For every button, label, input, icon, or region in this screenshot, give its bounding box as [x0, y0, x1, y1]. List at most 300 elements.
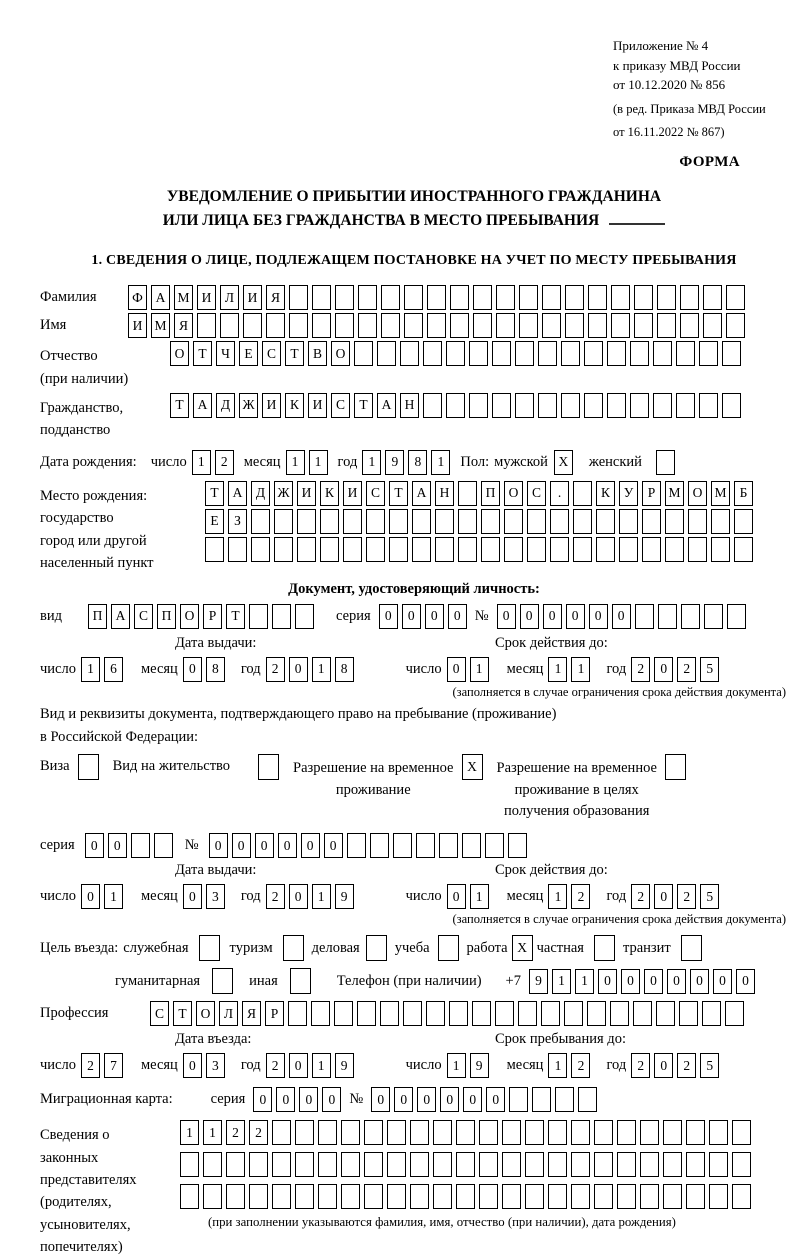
char-box[interactable] [249, 604, 268, 629]
char-box[interactable] [676, 393, 695, 418]
char-box[interactable]: 8 [335, 657, 354, 682]
char-box[interactable] [722, 393, 741, 418]
char-box[interactable]: Ж [274, 481, 293, 506]
char-box[interactable]: О [504, 481, 523, 506]
char-box[interactable] [433, 1152, 452, 1177]
char-box[interactable]: 0 [322, 1087, 341, 1112]
char-box[interactable] [711, 537, 730, 562]
char-box[interactable] [318, 1184, 337, 1209]
char-box[interactable]: И [197, 285, 216, 310]
char-box[interactable] [617, 1120, 636, 1145]
char-box[interactable] [272, 1184, 291, 1209]
char-box[interactable] [519, 285, 538, 310]
char-box[interactable]: 0 [209, 833, 228, 858]
char-box[interactable] [508, 833, 527, 858]
char-box[interactable] [725, 1001, 744, 1026]
char-box[interactable] [686, 1152, 705, 1177]
char-box[interactable]: 0 [497, 604, 516, 629]
char-box[interactable]: 0 [598, 969, 617, 994]
char-box[interactable] [642, 509, 661, 534]
char-box[interactable] [343, 509, 362, 534]
char-box[interactable]: 1 [362, 450, 381, 475]
char-box[interactable] [226, 1152, 245, 1177]
char-box[interactable]: О [170, 341, 189, 366]
char-box[interactable] [527, 537, 546, 562]
char-box[interactable] [573, 537, 592, 562]
char-box[interactable] [289, 313, 308, 338]
char-box[interactable]: Д [216, 393, 235, 418]
char-box[interactable] [532, 1087, 551, 1112]
char-box[interactable] [423, 341, 442, 366]
char-box[interactable] [479, 1152, 498, 1177]
char-box[interactable] [381, 285, 400, 310]
char-box[interactable]: Я [174, 313, 193, 338]
char-box[interactable]: 1 [312, 884, 331, 909]
char-box[interactable] [657, 285, 676, 310]
char-box[interactable]: Л [219, 1001, 238, 1026]
char-box[interactable] [312, 313, 331, 338]
char-box[interactable] [199, 935, 220, 961]
char-box[interactable]: Н [435, 481, 454, 506]
char-box[interactable]: М [151, 313, 170, 338]
char-box[interactable] [709, 1120, 728, 1145]
char-box[interactable] [571, 1152, 590, 1177]
char-box[interactable] [389, 537, 408, 562]
char-box[interactable] [243, 313, 262, 338]
char-box[interactable]: 2 [249, 1120, 268, 1145]
char-box[interactable] [680, 313, 699, 338]
char-box[interactable] [584, 393, 603, 418]
char-box[interactable]: 0 [440, 1087, 459, 1112]
char-box[interactable]: О [331, 341, 350, 366]
char-box[interactable] [410, 1152, 429, 1177]
char-box[interactable] [496, 285, 515, 310]
char-box[interactable]: 7 [104, 1053, 123, 1078]
char-box[interactable] [734, 509, 753, 534]
char-box[interactable]: 0 [289, 884, 308, 909]
char-box[interactable] [366, 935, 387, 961]
char-box[interactable] [274, 537, 293, 562]
char-box[interactable] [389, 509, 408, 534]
char-box[interactable]: 2 [677, 884, 696, 909]
char-box[interactable] [272, 1152, 291, 1177]
char-box[interactable] [366, 537, 385, 562]
char-box[interactable] [78, 754, 99, 780]
char-box[interactable]: 5 [700, 884, 719, 909]
char-box[interactable] [504, 537, 523, 562]
char-box[interactable] [541, 1001, 560, 1026]
char-box[interactable] [212, 968, 233, 994]
char-box[interactable]: 0 [621, 969, 640, 994]
char-box[interactable]: 3 [206, 1053, 225, 1078]
char-box[interactable]: 0 [654, 1053, 673, 1078]
char-box[interactable] [550, 537, 569, 562]
char-box[interactable] [658, 604, 677, 629]
char-box[interactable] [663, 1184, 682, 1209]
char-box[interactable] [295, 1152, 314, 1177]
char-box[interactable] [630, 341, 649, 366]
char-box[interactable]: Р [642, 481, 661, 506]
char-box[interactable] [458, 537, 477, 562]
char-box[interactable]: П [88, 604, 107, 629]
char-box[interactable] [619, 537, 638, 562]
char-box[interactable]: 0 [299, 1087, 318, 1112]
char-box[interactable] [681, 604, 700, 629]
char-box[interactable] [640, 1120, 659, 1145]
char-box[interactable]: 1 [447, 1053, 466, 1078]
char-box[interactable]: 0 [276, 1087, 295, 1112]
char-box[interactable] [587, 1001, 606, 1026]
char-box[interactable] [364, 1152, 383, 1177]
char-box[interactable] [251, 509, 270, 534]
char-box[interactable]: П [481, 481, 500, 506]
char-box[interactable]: И [297, 481, 316, 506]
char-box[interactable]: О [688, 481, 707, 506]
char-box[interactable] [504, 509, 523, 534]
char-box[interactable]: 2 [266, 884, 285, 909]
char-box[interactable]: 0 [543, 604, 562, 629]
char-box[interactable] [226, 1184, 245, 1209]
char-box[interactable]: 0 [520, 604, 539, 629]
char-box[interactable]: И [343, 481, 362, 506]
char-box[interactable] [400, 341, 419, 366]
char-box[interactable] [726, 313, 745, 338]
char-box[interactable] [525, 1120, 544, 1145]
char-box[interactable] [610, 1001, 629, 1026]
char-box[interactable] [561, 393, 580, 418]
char-box[interactable]: 5 [700, 657, 719, 682]
char-box[interactable]: X [462, 754, 483, 780]
char-box[interactable] [663, 1120, 682, 1145]
char-box[interactable] [732, 1184, 751, 1209]
char-box[interactable]: 0 [183, 657, 202, 682]
char-box[interactable]: М [174, 285, 193, 310]
char-box[interactable] [495, 1001, 514, 1026]
char-box[interactable] [688, 509, 707, 534]
char-box[interactable]: Я [242, 1001, 261, 1026]
char-box[interactable]: 0 [183, 1053, 202, 1078]
char-box[interactable] [472, 1001, 491, 1026]
char-box[interactable] [571, 1120, 590, 1145]
char-box[interactable] [564, 1001, 583, 1026]
char-box[interactable] [387, 1184, 406, 1209]
char-box[interactable] [665, 754, 686, 780]
char-box[interactable] [450, 285, 469, 310]
char-box[interactable] [481, 509, 500, 534]
char-box[interactable] [446, 341, 465, 366]
char-box[interactable] [676, 341, 695, 366]
char-box[interactable]: 2 [226, 1120, 245, 1145]
char-box[interactable] [412, 537, 431, 562]
char-box[interactable] [381, 313, 400, 338]
char-box[interactable] [657, 313, 676, 338]
char-box[interactable]: 0 [255, 833, 274, 858]
char-box[interactable]: А [377, 393, 396, 418]
char-box[interactable]: 1 [309, 450, 328, 475]
char-box[interactable] [249, 1184, 268, 1209]
char-box[interactable]: К [285, 393, 304, 418]
char-box[interactable] [548, 1184, 567, 1209]
char-box[interactable]: 8 [206, 657, 225, 682]
char-box[interactable]: Е [239, 341, 258, 366]
char-box[interactable]: 2 [215, 450, 234, 475]
char-box[interactable]: 1 [286, 450, 305, 475]
char-box[interactable] [502, 1152, 521, 1177]
char-box[interactable]: 1 [312, 657, 331, 682]
char-box[interactable] [548, 1152, 567, 1177]
char-box[interactable]: 0 [448, 604, 467, 629]
char-box[interactable]: 1 [180, 1120, 199, 1145]
char-box[interactable] [722, 341, 741, 366]
char-box[interactable] [180, 1184, 199, 1209]
char-box[interactable] [555, 1087, 574, 1112]
char-box[interactable] [288, 1001, 307, 1026]
char-box[interactable]: 0 [612, 604, 631, 629]
char-box[interactable] [573, 509, 592, 534]
char-box[interactable] [518, 1001, 537, 1026]
char-box[interactable]: К [596, 481, 615, 506]
char-box[interactable]: 0 [690, 969, 709, 994]
char-box[interactable] [515, 393, 534, 418]
char-box[interactable] [320, 537, 339, 562]
char-box[interactable]: О [180, 604, 199, 629]
char-box[interactable] [640, 1184, 659, 1209]
char-box[interactable] [435, 509, 454, 534]
char-box[interactable] [699, 341, 718, 366]
char-box[interactable] [607, 393, 626, 418]
char-box[interactable]: 2 [677, 1053, 696, 1078]
char-box[interactable] [527, 509, 546, 534]
char-box[interactable]: 2 [677, 657, 696, 682]
char-box[interactable] [571, 1184, 590, 1209]
char-box[interactable] [180, 1152, 199, 1177]
char-box[interactable] [726, 285, 745, 310]
char-box[interactable] [619, 509, 638, 534]
char-box[interactable]: И [262, 393, 281, 418]
char-box[interactable] [456, 1152, 475, 1177]
char-box[interactable] [665, 537, 684, 562]
char-box[interactable] [393, 833, 412, 858]
char-box[interactable]: Б [734, 481, 753, 506]
char-box[interactable]: 0 [85, 833, 104, 858]
char-box[interactable]: 1 [312, 1053, 331, 1078]
char-box[interactable] [197, 313, 216, 338]
char-box[interactable] [311, 1001, 330, 1026]
char-box[interactable]: 2 [266, 1053, 285, 1078]
char-box[interactable] [335, 285, 354, 310]
char-box[interactable] [584, 341, 603, 366]
char-box[interactable] [596, 509, 615, 534]
char-box[interactable] [380, 1001, 399, 1026]
char-box[interactable]: Т [173, 1001, 192, 1026]
char-box[interactable] [663, 1152, 682, 1177]
char-box[interactable] [341, 1152, 360, 1177]
char-box[interactable]: 1 [203, 1120, 222, 1145]
char-box[interactable] [542, 313, 561, 338]
char-box[interactable] [438, 935, 459, 961]
char-box[interactable]: Р [265, 1001, 284, 1026]
char-box[interactable] [578, 1087, 597, 1112]
char-box[interactable]: 0 [644, 969, 663, 994]
char-box[interactable]: 1 [548, 884, 567, 909]
char-box[interactable] [403, 1001, 422, 1026]
char-box[interactable]: Т [285, 341, 304, 366]
char-box[interactable]: 0 [289, 657, 308, 682]
char-box[interactable] [295, 604, 314, 629]
char-box[interactable] [334, 1001, 353, 1026]
char-box[interactable] [274, 509, 293, 534]
char-box[interactable] [456, 1120, 475, 1145]
char-box[interactable] [462, 833, 481, 858]
char-box[interactable]: А [151, 285, 170, 310]
char-box[interactable] [703, 285, 722, 310]
char-box[interactable] [290, 968, 311, 994]
char-box[interactable] [450, 313, 469, 338]
char-box[interactable] [205, 537, 224, 562]
char-box[interactable]: 0 [379, 604, 398, 629]
char-box[interactable] [297, 509, 316, 534]
char-box[interactable] [686, 1120, 705, 1145]
char-box[interactable]: Д [251, 481, 270, 506]
char-box[interactable]: С [134, 604, 153, 629]
char-box[interactable]: 9 [470, 1053, 489, 1078]
char-box[interactable] [354, 341, 373, 366]
char-box[interactable] [364, 1184, 383, 1209]
char-box[interactable]: 1 [81, 657, 100, 682]
char-box[interactable] [387, 1120, 406, 1145]
char-box[interactable] [633, 1001, 652, 1026]
char-box[interactable]: 0 [713, 969, 732, 994]
char-box[interactable]: 6 [104, 657, 123, 682]
char-box[interactable]: 9 [335, 884, 354, 909]
char-box[interactable] [525, 1152, 544, 1177]
char-box[interactable]: 0 [566, 604, 585, 629]
char-box[interactable]: 2 [571, 1053, 590, 1078]
char-box[interactable]: 0 [289, 1053, 308, 1078]
char-box[interactable] [492, 341, 511, 366]
char-box[interactable]: В [308, 341, 327, 366]
char-box[interactable] [588, 285, 607, 310]
char-box[interactable] [410, 1184, 429, 1209]
char-box[interactable] [680, 285, 699, 310]
char-box[interactable]: 0 [654, 884, 673, 909]
char-box[interactable] [458, 509, 477, 534]
char-box[interactable]: 2 [81, 1053, 100, 1078]
char-box[interactable]: 0 [654, 657, 673, 682]
char-box[interactable] [594, 935, 615, 961]
char-box[interactable]: 2 [631, 657, 650, 682]
char-box[interactable] [469, 341, 488, 366]
char-box[interactable] [656, 450, 675, 475]
char-box[interactable]: Я [266, 285, 285, 310]
char-box[interactable] [433, 1120, 452, 1145]
char-box[interactable]: 1 [470, 657, 489, 682]
char-box[interactable] [686, 1184, 705, 1209]
char-box[interactable]: И [128, 313, 147, 338]
char-box[interactable] [370, 833, 389, 858]
char-box[interactable]: А [111, 604, 130, 629]
char-box[interactable] [561, 341, 580, 366]
char-box[interactable] [550, 509, 569, 534]
char-box[interactable] [357, 1001, 376, 1026]
char-box[interactable] [611, 285, 630, 310]
char-box[interactable] [642, 537, 661, 562]
char-box[interactable]: Р [203, 604, 222, 629]
char-box[interactable] [688, 537, 707, 562]
char-box[interactable]: Л [220, 285, 239, 310]
char-box[interactable] [335, 313, 354, 338]
char-box[interactable]: 0 [278, 833, 297, 858]
char-box[interactable]: С [527, 481, 546, 506]
char-box[interactable] [640, 1152, 659, 1177]
char-box[interactable] [426, 1001, 445, 1026]
char-box[interactable]: 1 [552, 969, 571, 994]
char-box[interactable] [565, 313, 584, 338]
char-box[interactable] [679, 1001, 698, 1026]
char-box[interactable]: Ф [128, 285, 147, 310]
char-box[interactable]: 0 [324, 833, 343, 858]
char-box[interactable]: 0 [402, 604, 421, 629]
char-box[interactable]: 5 [700, 1053, 719, 1078]
char-box[interactable] [154, 833, 173, 858]
char-box[interactable] [653, 341, 672, 366]
char-box[interactable]: 0 [108, 833, 127, 858]
char-box[interactable]: 1 [431, 450, 450, 475]
char-box[interactable] [596, 537, 615, 562]
char-box[interactable]: 0 [447, 657, 466, 682]
char-box[interactable]: Н [400, 393, 419, 418]
char-box[interactable] [358, 285, 377, 310]
char-box[interactable]: 0 [589, 604, 608, 629]
char-box[interactable]: 2 [631, 1053, 650, 1078]
char-box[interactable] [617, 1184, 636, 1209]
char-box[interactable] [410, 1120, 429, 1145]
char-box[interactable]: 0 [253, 1087, 272, 1112]
char-box[interactable] [681, 935, 702, 961]
char-box[interactable]: 0 [667, 969, 686, 994]
char-box[interactable] [635, 604, 654, 629]
char-box[interactable] [732, 1120, 751, 1145]
char-box[interactable] [617, 1152, 636, 1177]
char-box[interactable]: Т [205, 481, 224, 506]
char-box[interactable] [228, 537, 247, 562]
char-box[interactable] [131, 833, 150, 858]
char-box[interactable]: Ч [216, 341, 235, 366]
char-box[interactable] [709, 1152, 728, 1177]
char-box[interactable]: У [619, 481, 638, 506]
char-box[interactable] [485, 833, 504, 858]
char-box[interactable] [653, 393, 672, 418]
char-box[interactable]: 9 [385, 450, 404, 475]
char-box[interactable] [481, 537, 500, 562]
char-box[interactable] [366, 509, 385, 534]
char-box[interactable] [404, 285, 423, 310]
char-box[interactable] [732, 1152, 751, 1177]
char-box[interactable] [699, 393, 718, 418]
char-box[interactable]: X [512, 935, 533, 961]
char-box[interactable] [320, 509, 339, 534]
char-box[interactable]: 0 [394, 1087, 413, 1112]
char-box[interactable] [525, 1184, 544, 1209]
char-box[interactable] [542, 285, 561, 310]
char-box[interactable]: 1 [548, 1053, 567, 1078]
char-box[interactable]: Т [193, 341, 212, 366]
char-box[interactable] [588, 313, 607, 338]
char-box[interactable]: И [243, 285, 262, 310]
char-box[interactable]: М [665, 481, 684, 506]
char-box[interactable] [634, 313, 653, 338]
char-box[interactable] [446, 393, 465, 418]
